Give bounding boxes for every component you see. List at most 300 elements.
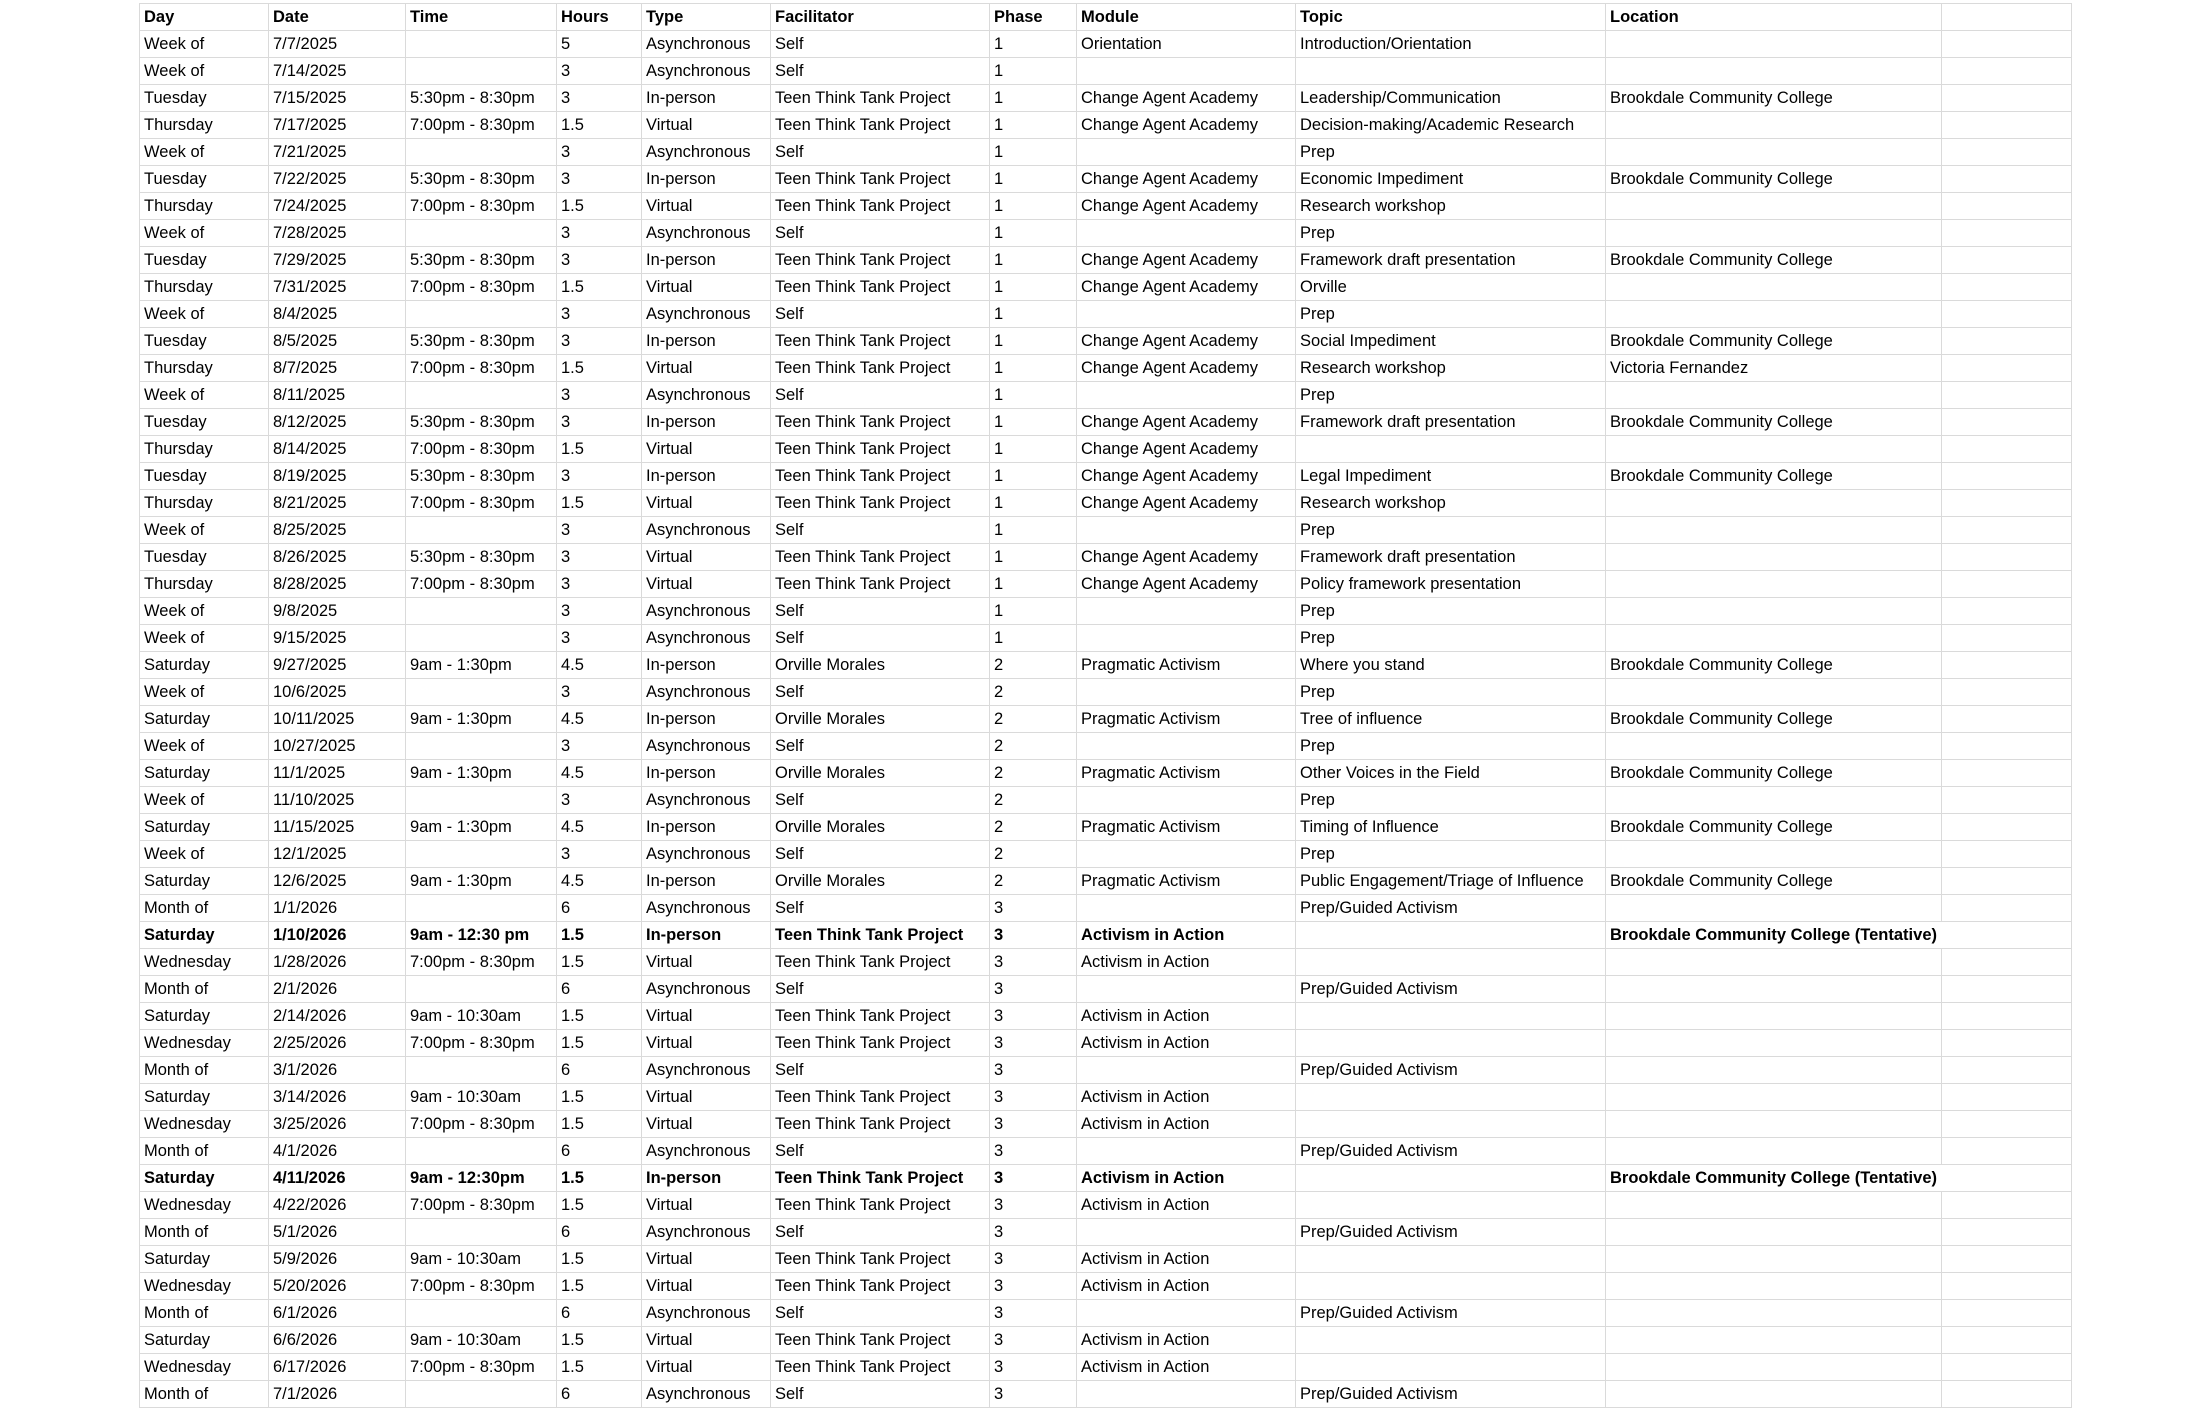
cell-time[interactable]: 7:00pm - 8:30pm	[406, 949, 557, 976]
cell-date[interactable]: 10/27/2025	[269, 733, 406, 760]
cell-phase[interactable]: 1	[990, 193, 1077, 220]
cell-facilitator[interactable]: Self	[771, 598, 990, 625]
cell-empty[interactable]	[1942, 1219, 2072, 1246]
cell-topic[interactable]: Prep	[1296, 382, 1606, 409]
cell-type[interactable]: In-person	[642, 814, 771, 841]
cell-empty[interactable]	[1942, 247, 2072, 274]
cell-module[interactable]	[1077, 58, 1296, 85]
cell-module[interactable]	[1077, 1219, 1296, 1246]
cell-hours[interactable]: 1.5	[557, 274, 642, 301]
cell-facilitator[interactable]: Self	[771, 787, 990, 814]
cell-topic[interactable]	[1296, 1165, 1606, 1192]
cell-hours[interactable]: 1.5	[557, 1111, 642, 1138]
cell-day[interactable]: Wednesday	[140, 1354, 269, 1381]
cell-date[interactable]: 7/17/2025	[269, 112, 406, 139]
cell-date[interactable]: 6/6/2026	[269, 1327, 406, 1354]
cell-phase[interactable]: 2	[990, 706, 1077, 733]
cell-hours[interactable]: 1.5	[557, 112, 642, 139]
cell-hours[interactable]: 3	[557, 85, 642, 112]
cell-phase[interactable]: 1	[990, 58, 1077, 85]
cell-hours[interactable]: 4.5	[557, 760, 642, 787]
cell-date[interactable]: 8/7/2025	[269, 355, 406, 382]
cell-time[interactable]	[406, 787, 557, 814]
cell-day[interactable]: Tuesday	[140, 247, 269, 274]
header-hours[interactable]: Hours	[557, 4, 642, 31]
cell-type[interactable]: Virtual	[642, 949, 771, 976]
cell-topic[interactable]: Prep/Guided Activism	[1296, 976, 1606, 1003]
cell-facilitator[interactable]: Self	[771, 679, 990, 706]
cell-empty[interactable]	[1942, 1030, 2072, 1057]
cell-module[interactable]	[1077, 1057, 1296, 1084]
cell-day[interactable]: Wednesday	[140, 1111, 269, 1138]
cell-topic[interactable]: Economic Impediment	[1296, 166, 1606, 193]
cell-type[interactable]: Virtual	[642, 1003, 771, 1030]
cell-hours[interactable]: 4.5	[557, 868, 642, 895]
cell-topic[interactable]: Prep/Guided Activism	[1296, 1057, 1606, 1084]
cell-phase[interactable]: 1	[990, 544, 1077, 571]
cell-day[interactable]: Week of	[140, 382, 269, 409]
cell-type[interactable]: Virtual	[642, 1030, 771, 1057]
cell-facilitator[interactable]: Teen Think Tank Project	[771, 1273, 990, 1300]
cell-hours[interactable]: 6	[557, 976, 642, 1003]
cell-empty[interactable]	[1942, 193, 2072, 220]
cell-empty[interactable]	[1942, 112, 2072, 139]
cell-location[interactable]: Brookdale Community College	[1606, 409, 1942, 436]
cell-module[interactable]: Change Agent Academy	[1077, 166, 1296, 193]
cell-day[interactable]: Tuesday	[140, 463, 269, 490]
cell-location[interactable]: Brookdale Community College (Tentative)	[1606, 922, 1942, 949]
cell-module[interactable]: Change Agent Academy	[1077, 463, 1296, 490]
cell-hours[interactable]: 3	[557, 571, 642, 598]
cell-hours[interactable]: 4.5	[557, 706, 642, 733]
cell-empty[interactable]	[1942, 274, 2072, 301]
cell-hours[interactable]: 1.5	[557, 922, 642, 949]
cell-hours[interactable]: 1.5	[557, 1165, 642, 1192]
cell-time[interactable]: 7:00pm - 8:30pm	[406, 355, 557, 382]
cell-day[interactable]: Wednesday	[140, 1030, 269, 1057]
cell-topic[interactable]: Prep	[1296, 220, 1606, 247]
cell-module[interactable]: Pragmatic Activism	[1077, 652, 1296, 679]
cell-module[interactable]	[1077, 1300, 1296, 1327]
cell-location[interactable]	[1606, 787, 1942, 814]
cell-module[interactable]: Activism in Action	[1077, 1030, 1296, 1057]
cell-hours[interactable]: 3	[557, 463, 642, 490]
cell-phase[interactable]: 1	[990, 31, 1077, 58]
cell-date[interactable]: 1/28/2026	[269, 949, 406, 976]
cell-type[interactable]: Asynchronous	[642, 139, 771, 166]
cell-hours[interactable]: 1.5	[557, 193, 642, 220]
cell-type[interactable]: Asynchronous	[642, 58, 771, 85]
cell-empty[interactable]	[1942, 436, 2072, 463]
cell-hours[interactable]: 3	[557, 301, 642, 328]
cell-type[interactable]: Virtual	[642, 193, 771, 220]
cell-topic[interactable]: Prep/Guided Activism	[1296, 1138, 1606, 1165]
cell-location[interactable]	[1606, 1354, 1942, 1381]
cell-location[interactable]: Brookdale Community College	[1606, 328, 1942, 355]
cell-module[interactable]: Orientation	[1077, 31, 1296, 58]
cell-day[interactable]: Thursday	[140, 112, 269, 139]
cell-time[interactable]: 5:30pm - 8:30pm	[406, 328, 557, 355]
cell-phase[interactable]: 1	[990, 463, 1077, 490]
header-topic[interactable]: Topic	[1296, 4, 1606, 31]
cell-empty[interactable]	[1942, 679, 2072, 706]
cell-topic[interactable]: Orville	[1296, 274, 1606, 301]
cell-type[interactable]: Asynchronous	[642, 625, 771, 652]
cell-hours[interactable]: 3	[557, 733, 642, 760]
cell-module[interactable]: Change Agent Academy	[1077, 490, 1296, 517]
cell-date[interactable]: 9/15/2025	[269, 625, 406, 652]
cell-day[interactable]: Saturday	[140, 1003, 269, 1030]
cell-type[interactable]: Virtual	[642, 490, 771, 517]
cell-time[interactable]: 9am - 1:30pm	[406, 814, 557, 841]
cell-module[interactable]: Activism in Action	[1077, 1111, 1296, 1138]
cell-type[interactable]: Asynchronous	[642, 301, 771, 328]
cell-location[interactable]	[1606, 733, 1942, 760]
cell-time[interactable]: 9am - 12:30pm	[406, 1165, 557, 1192]
cell-phase[interactable]: 1	[990, 382, 1077, 409]
cell-day[interactable]: Saturday	[140, 1246, 269, 1273]
cell-phase[interactable]: 2	[990, 814, 1077, 841]
cell-date[interactable]: 4/11/2026	[269, 1165, 406, 1192]
cell-facilitator[interactable]: Self	[771, 31, 990, 58]
cell-topic[interactable]: Prep/Guided Activism	[1296, 1381, 1606, 1408]
cell-topic[interactable]: Social Impediment	[1296, 328, 1606, 355]
cell-facilitator[interactable]: Teen Think Tank Project	[771, 1354, 990, 1381]
cell-facilitator[interactable]: Self	[771, 58, 990, 85]
cell-location[interactable]: Brookdale Community College	[1606, 85, 1942, 112]
cell-empty[interactable]	[1942, 166, 2072, 193]
cell-time[interactable]: 7:00pm - 8:30pm	[406, 1354, 557, 1381]
cell-time[interactable]: 7:00pm - 8:30pm	[406, 490, 557, 517]
cell-location[interactable]: Brookdale Community College	[1606, 247, 1942, 274]
cell-time[interactable]: 7:00pm - 8:30pm	[406, 1192, 557, 1219]
cell-phase[interactable]: 1	[990, 328, 1077, 355]
cell-type[interactable]: Asynchronous	[642, 1300, 771, 1327]
cell-day[interactable]: Saturday	[140, 706, 269, 733]
cell-phase[interactable]: 3	[990, 1354, 1077, 1381]
cell-topic[interactable]: Prep	[1296, 301, 1606, 328]
cell-type[interactable]: In-person	[642, 1165, 771, 1192]
cell-empty[interactable]	[1942, 598, 2072, 625]
cell-empty[interactable]	[1942, 1300, 2072, 1327]
cell-date[interactable]: 3/1/2026	[269, 1057, 406, 1084]
cell-hours[interactable]: 6	[557, 1300, 642, 1327]
cell-type[interactable]: In-person	[642, 247, 771, 274]
cell-day[interactable]: Tuesday	[140, 328, 269, 355]
cell-time[interactable]: 9am - 1:30pm	[406, 706, 557, 733]
cell-empty[interactable]	[1942, 301, 2072, 328]
cell-facilitator[interactable]: Teen Think Tank Project	[771, 1111, 990, 1138]
cell-day[interactable]: Month of	[140, 1381, 269, 1408]
cell-day[interactable]: Week of	[140, 787, 269, 814]
cell-phase[interactable]: 1	[990, 166, 1077, 193]
cell-facilitator[interactable]: Teen Think Tank Project	[771, 1084, 990, 1111]
cell-topic[interactable]: Framework draft presentation	[1296, 409, 1606, 436]
cell-type[interactable]: Asynchronous	[642, 517, 771, 544]
cell-day[interactable]: Saturday	[140, 1327, 269, 1354]
cell-module[interactable]	[1077, 301, 1296, 328]
cell-time[interactable]: 9am - 1:30pm	[406, 652, 557, 679]
cell-module[interactable]: Activism in Action	[1077, 1354, 1296, 1381]
cell-empty[interactable]	[1942, 1273, 2072, 1300]
cell-module[interactable]: Pragmatic Activism	[1077, 760, 1296, 787]
cell-day[interactable]: Thursday	[140, 274, 269, 301]
cell-location[interactable]: Victoria Fernandez	[1606, 355, 1942, 382]
cell-location[interactable]: Brookdale Community College	[1606, 463, 1942, 490]
cell-type[interactable]: Asynchronous	[642, 1381, 771, 1408]
cell-phase[interactable]: 3	[990, 1003, 1077, 1030]
cell-type[interactable]: Asynchronous	[642, 598, 771, 625]
cell-time[interactable]	[406, 598, 557, 625]
cell-time[interactable]: 5:30pm - 8:30pm	[406, 409, 557, 436]
cell-day[interactable]: Thursday	[140, 355, 269, 382]
cell-type[interactable]: Virtual	[642, 1354, 771, 1381]
cell-empty[interactable]	[1942, 733, 2072, 760]
cell-module[interactable]: Activism in Action	[1077, 1084, 1296, 1111]
cell-phase[interactable]: 3	[990, 1057, 1077, 1084]
cell-topic[interactable]: Prep	[1296, 787, 1606, 814]
cell-empty[interactable]	[1942, 382, 2072, 409]
cell-facilitator[interactable]: Teen Think Tank Project	[771, 247, 990, 274]
cell-phase[interactable]: 1	[990, 274, 1077, 301]
cell-date[interactable]: 2/1/2026	[269, 976, 406, 1003]
cell-facilitator[interactable]: Teen Think Tank Project	[771, 328, 990, 355]
cell-phase[interactable]: 1	[990, 436, 1077, 463]
cell-phase[interactable]: 2	[990, 652, 1077, 679]
cell-empty[interactable]	[1942, 517, 2072, 544]
cell-type[interactable]: Virtual	[642, 436, 771, 463]
cell-day[interactable]: Month of	[140, 1300, 269, 1327]
cell-day[interactable]: Thursday	[140, 490, 269, 517]
cell-phase[interactable]: 1	[990, 517, 1077, 544]
cell-day[interactable]: Month of	[140, 976, 269, 1003]
cell-topic[interactable]	[1296, 949, 1606, 976]
cell-phase[interactable]: 3	[990, 976, 1077, 1003]
cell-module[interactable]: Change Agent Academy	[1077, 112, 1296, 139]
cell-date[interactable]: 7/15/2025	[269, 85, 406, 112]
cell-type[interactable]: Asynchronous	[642, 733, 771, 760]
cell-facilitator[interactable]: Orville Morales	[771, 652, 990, 679]
cell-location[interactable]	[1606, 436, 1942, 463]
cell-facilitator[interactable]: Self	[771, 1057, 990, 1084]
cell-facilitator[interactable]: Orville Morales	[771, 868, 990, 895]
cell-facilitator[interactable]: Teen Think Tank Project	[771, 1165, 990, 1192]
cell-phase[interactable]: 3	[990, 1246, 1077, 1273]
cell-facilitator[interactable]: Self	[771, 625, 990, 652]
cell-empty[interactable]	[1942, 328, 2072, 355]
cell-time[interactable]: 7:00pm - 8:30pm	[406, 436, 557, 463]
cell-empty[interactable]	[1942, 868, 2072, 895]
cell-time[interactable]: 5:30pm - 8:30pm	[406, 85, 557, 112]
cell-hours[interactable]: 3	[557, 247, 642, 274]
cell-date[interactable]: 10/6/2025	[269, 679, 406, 706]
cell-facilitator[interactable]: Self	[771, 1300, 990, 1327]
cell-hours[interactable]: 1.5	[557, 949, 642, 976]
cell-module[interactable]: Pragmatic Activism	[1077, 868, 1296, 895]
cell-time[interactable]: 7:00pm - 8:30pm	[406, 1030, 557, 1057]
cell-date[interactable]: 7/1/2026	[269, 1381, 406, 1408]
cell-type[interactable]: Virtual	[642, 1246, 771, 1273]
cell-type[interactable]: Asynchronous	[642, 679, 771, 706]
cell-type[interactable]: In-person	[642, 706, 771, 733]
cell-hours[interactable]: 3	[557, 58, 642, 85]
cell-empty[interactable]	[1942, 625, 2072, 652]
cell-type[interactable]: In-person	[642, 868, 771, 895]
cell-day[interactable]: Week of	[140, 31, 269, 58]
cell-date[interactable]: 7/21/2025	[269, 139, 406, 166]
cell-facilitator[interactable]: Teen Think Tank Project	[771, 274, 990, 301]
cell-date[interactable]: 12/6/2025	[269, 868, 406, 895]
cell-topic[interactable]: Prep	[1296, 841, 1606, 868]
cell-module[interactable]	[1077, 139, 1296, 166]
cell-module[interactable]: Change Agent Academy	[1077, 436, 1296, 463]
cell-day[interactable]: Thursday	[140, 193, 269, 220]
cell-date[interactable]: 4/22/2026	[269, 1192, 406, 1219]
cell-facilitator[interactable]: Self	[771, 301, 990, 328]
cell-module[interactable]: Activism in Action	[1077, 1327, 1296, 1354]
cell-time[interactable]	[406, 31, 557, 58]
cell-topic[interactable]: Framework draft presentation	[1296, 544, 1606, 571]
cell-module[interactable]	[1077, 787, 1296, 814]
cell-day[interactable]: Saturday	[140, 814, 269, 841]
cell-facilitator[interactable]: Teen Think Tank Project	[771, 112, 990, 139]
cell-phase[interactable]: 1	[990, 112, 1077, 139]
cell-location[interactable]	[1606, 1381, 1942, 1408]
cell-time[interactable]: 5:30pm - 8:30pm	[406, 247, 557, 274]
cell-time[interactable]: 7:00pm - 8:30pm	[406, 1111, 557, 1138]
cell-topic[interactable]: Introduction/Orientation	[1296, 31, 1606, 58]
cell-time[interactable]: 9am - 1:30pm	[406, 760, 557, 787]
cell-empty[interactable]	[1942, 1381, 2072, 1408]
cell-phase[interactable]: 1	[990, 355, 1077, 382]
cell-time[interactable]	[406, 679, 557, 706]
cell-topic[interactable]: Prep/Guided Activism	[1296, 895, 1606, 922]
cell-day[interactable]: Month of	[140, 1219, 269, 1246]
cell-topic[interactable]: Legal Impediment	[1296, 463, 1606, 490]
cell-facilitator[interactable]: Self	[771, 1138, 990, 1165]
cell-facilitator[interactable]: Teen Think Tank Project	[771, 490, 990, 517]
cell-phase[interactable]: 1	[990, 220, 1077, 247]
cell-location[interactable]	[1606, 1273, 1942, 1300]
cell-hours[interactable]: 1.5	[557, 490, 642, 517]
cell-location[interactable]	[1606, 1003, 1942, 1030]
cell-location[interactable]	[1606, 1111, 1942, 1138]
cell-location[interactable]	[1606, 301, 1942, 328]
cell-date[interactable]: 3/25/2026	[269, 1111, 406, 1138]
cell-time[interactable]	[406, 625, 557, 652]
cell-date[interactable]: 11/1/2025	[269, 760, 406, 787]
cell-location[interactable]	[1606, 112, 1942, 139]
cell-date[interactable]: 7/29/2025	[269, 247, 406, 274]
cell-topic[interactable]: Prep	[1296, 517, 1606, 544]
cell-location[interactable]: Brookdale Community College	[1606, 652, 1942, 679]
cell-date[interactable]: 1/1/2026	[269, 895, 406, 922]
cell-day[interactable]: Week of	[140, 139, 269, 166]
cell-day[interactable]: Thursday	[140, 436, 269, 463]
cell-location[interactable]	[1606, 571, 1942, 598]
cell-facilitator[interactable]: Teen Think Tank Project	[771, 1003, 990, 1030]
cell-hours[interactable]: 1.5	[557, 1030, 642, 1057]
cell-hours[interactable]: 3	[557, 220, 642, 247]
header-facilitator[interactable]: Facilitator	[771, 4, 990, 31]
cell-facilitator[interactable]: Teen Think Tank Project	[771, 544, 990, 571]
cell-location[interactable]	[1606, 976, 1942, 1003]
cell-hours[interactable]: 4.5	[557, 652, 642, 679]
cell-type[interactable]: Virtual	[642, 571, 771, 598]
cell-location[interactable]	[1606, 517, 1942, 544]
cell-day[interactable]: Saturday	[140, 652, 269, 679]
cell-facilitator[interactable]: Teen Think Tank Project	[771, 1192, 990, 1219]
cell-facilitator[interactable]: Teen Think Tank Project	[771, 1327, 990, 1354]
cell-location[interactable]: Brookdale Community College	[1606, 868, 1942, 895]
cell-topic[interactable]: Framework draft presentation	[1296, 247, 1606, 274]
cell-hours[interactable]: 1.5	[557, 1084, 642, 1111]
cell-phase[interactable]: 3	[990, 922, 1077, 949]
cell-module[interactable]	[1077, 841, 1296, 868]
header-type[interactable]: Type	[642, 4, 771, 31]
cell-time[interactable]: 7:00pm - 8:30pm	[406, 1273, 557, 1300]
cell-facilitator[interactable]: Orville Morales	[771, 760, 990, 787]
header-date[interactable]: Date	[269, 4, 406, 31]
cell-empty[interactable]	[1942, 463, 2072, 490]
cell-hours[interactable]: 1.5	[557, 1354, 642, 1381]
cell-facilitator[interactable]: Teen Think Tank Project	[771, 436, 990, 463]
cell-module[interactable]	[1077, 382, 1296, 409]
cell-hours[interactable]: 3	[557, 328, 642, 355]
cell-time[interactable]: 5:30pm - 8:30pm	[406, 166, 557, 193]
cell-type[interactable]: Virtual	[642, 1084, 771, 1111]
cell-hours[interactable]: 1.5	[557, 1273, 642, 1300]
cell-facilitator[interactable]: Teen Think Tank Project	[771, 1030, 990, 1057]
cell-module[interactable]: Change Agent Academy	[1077, 571, 1296, 598]
cell-facilitator[interactable]: Self	[771, 382, 990, 409]
cell-phase[interactable]: 1	[990, 85, 1077, 112]
cell-time[interactable]	[406, 733, 557, 760]
cell-facilitator[interactable]: Teen Think Tank Project	[771, 463, 990, 490]
cell-topic[interactable]: Prep	[1296, 139, 1606, 166]
header-phase[interactable]: Phase	[990, 4, 1077, 31]
cell-location[interactable]: Brookdale Community College	[1606, 706, 1942, 733]
cell-phase[interactable]: 2	[990, 841, 1077, 868]
cell-empty[interactable]	[1942, 355, 2072, 382]
cell-location[interactable]: Brookdale Community College	[1606, 760, 1942, 787]
cell-day[interactable]: Week of	[140, 301, 269, 328]
cell-empty[interactable]	[1942, 1057, 2072, 1084]
cell-type[interactable]: In-person	[642, 328, 771, 355]
cell-type[interactable]: Asynchronous	[642, 382, 771, 409]
cell-location[interactable]	[1606, 490, 1942, 517]
cell-module[interactable]: Change Agent Academy	[1077, 193, 1296, 220]
cell-module[interactable]: Activism in Action	[1077, 1165, 1296, 1192]
cell-time[interactable]: 9am - 1:30pm	[406, 868, 557, 895]
cell-location[interactable]	[1606, 139, 1942, 166]
cell-phase[interactable]: 3	[990, 1138, 1077, 1165]
header-empty[interactable]	[1942, 4, 2072, 31]
cell-day[interactable]: Month of	[140, 1138, 269, 1165]
cell-type[interactable]: In-person	[642, 760, 771, 787]
cell-empty[interactable]	[1942, 706, 2072, 733]
cell-date[interactable]: 8/26/2025	[269, 544, 406, 571]
cell-topic[interactable]	[1296, 1246, 1606, 1273]
cell-topic[interactable]: Decision-making/Academic Research	[1296, 112, 1606, 139]
cell-empty[interactable]	[1942, 490, 2072, 517]
cell-empty[interactable]	[1942, 1138, 2072, 1165]
cell-topic[interactable]	[1296, 1084, 1606, 1111]
cell-time[interactable]: 9am - 10:30am	[406, 1084, 557, 1111]
cell-day[interactable]: Saturday	[140, 868, 269, 895]
cell-topic[interactable]	[1296, 1192, 1606, 1219]
cell-type[interactable]: Asynchronous	[642, 895, 771, 922]
